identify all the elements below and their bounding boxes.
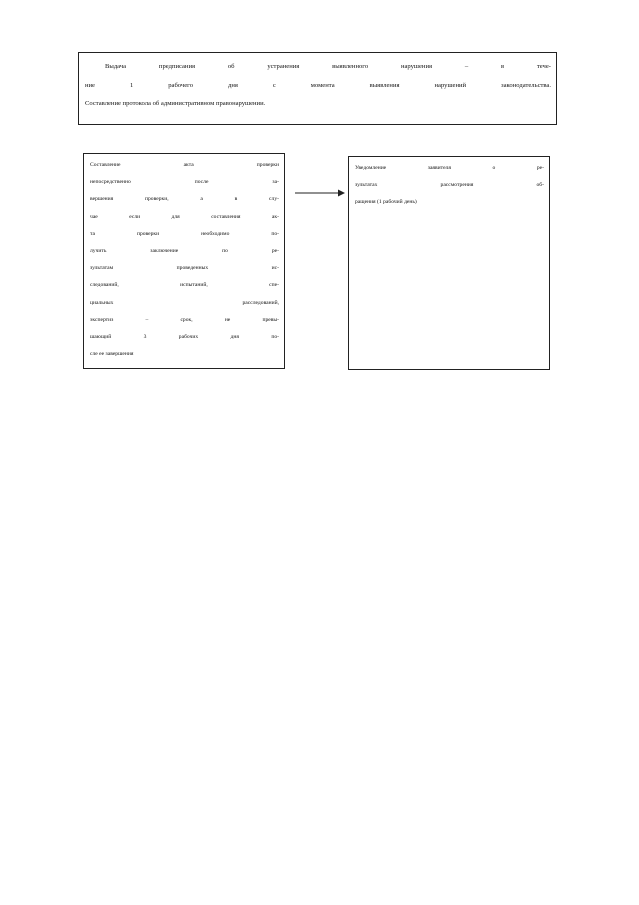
inspection-act-line-1: Составление акта проверки [90,162,279,168]
prescription-issuance-box [78,52,557,125]
notification-line-3: ращения (1 рабочий день) [355,199,417,206]
inspection-act-line-2: непосредственно после за- [90,179,279,186]
inspection-act-box [83,153,285,369]
arrow-head [338,190,345,197]
flow-arrow-icon [294,186,346,200]
prescription-line-2: ние 1 рабочего дня с момента выявления нарушений законодательства. [85,81,551,89]
inspection-act-line-8: следований, испытаний, спе- [90,282,279,289]
inspection-act-line-3: вершения проверки, а в слу- [90,196,279,203]
inspection-act-text [90,157,279,363]
applicant-notification-box [348,156,550,370]
applicant-notification-text [355,160,544,212]
notification-line-2: зультатах рассмотрения об- [355,182,544,189]
prescription-line-3: Составление протокола об административном правонарушении. [85,100,266,107]
inspection-act-line-11: шающий 3 рабочих дня по- [90,334,279,341]
inspection-act-line-4: чае если для составления ак- [90,213,279,220]
inspection-act-line-10: экспертиз – срок, не превы- [90,316,279,323]
inspection-act-line-6: лучить заключение по ре- [90,248,279,255]
inspection-act-line-9: циальных расследований, [90,299,279,306]
inspection-act-line-12: сле ее завершения [90,351,134,358]
inspection-act-line-7: зультатам проведенных ис- [90,265,279,272]
notification-line-1: Уведомление заявителя о ре- [355,165,544,171]
inspection-act-line-5: та проверки необходимо по- [90,230,279,237]
prescription-issuance-text [85,58,551,114]
prescription-line-1: Выдача предписания об устранения выявленного нарушения – в тече- [105,63,551,70]
